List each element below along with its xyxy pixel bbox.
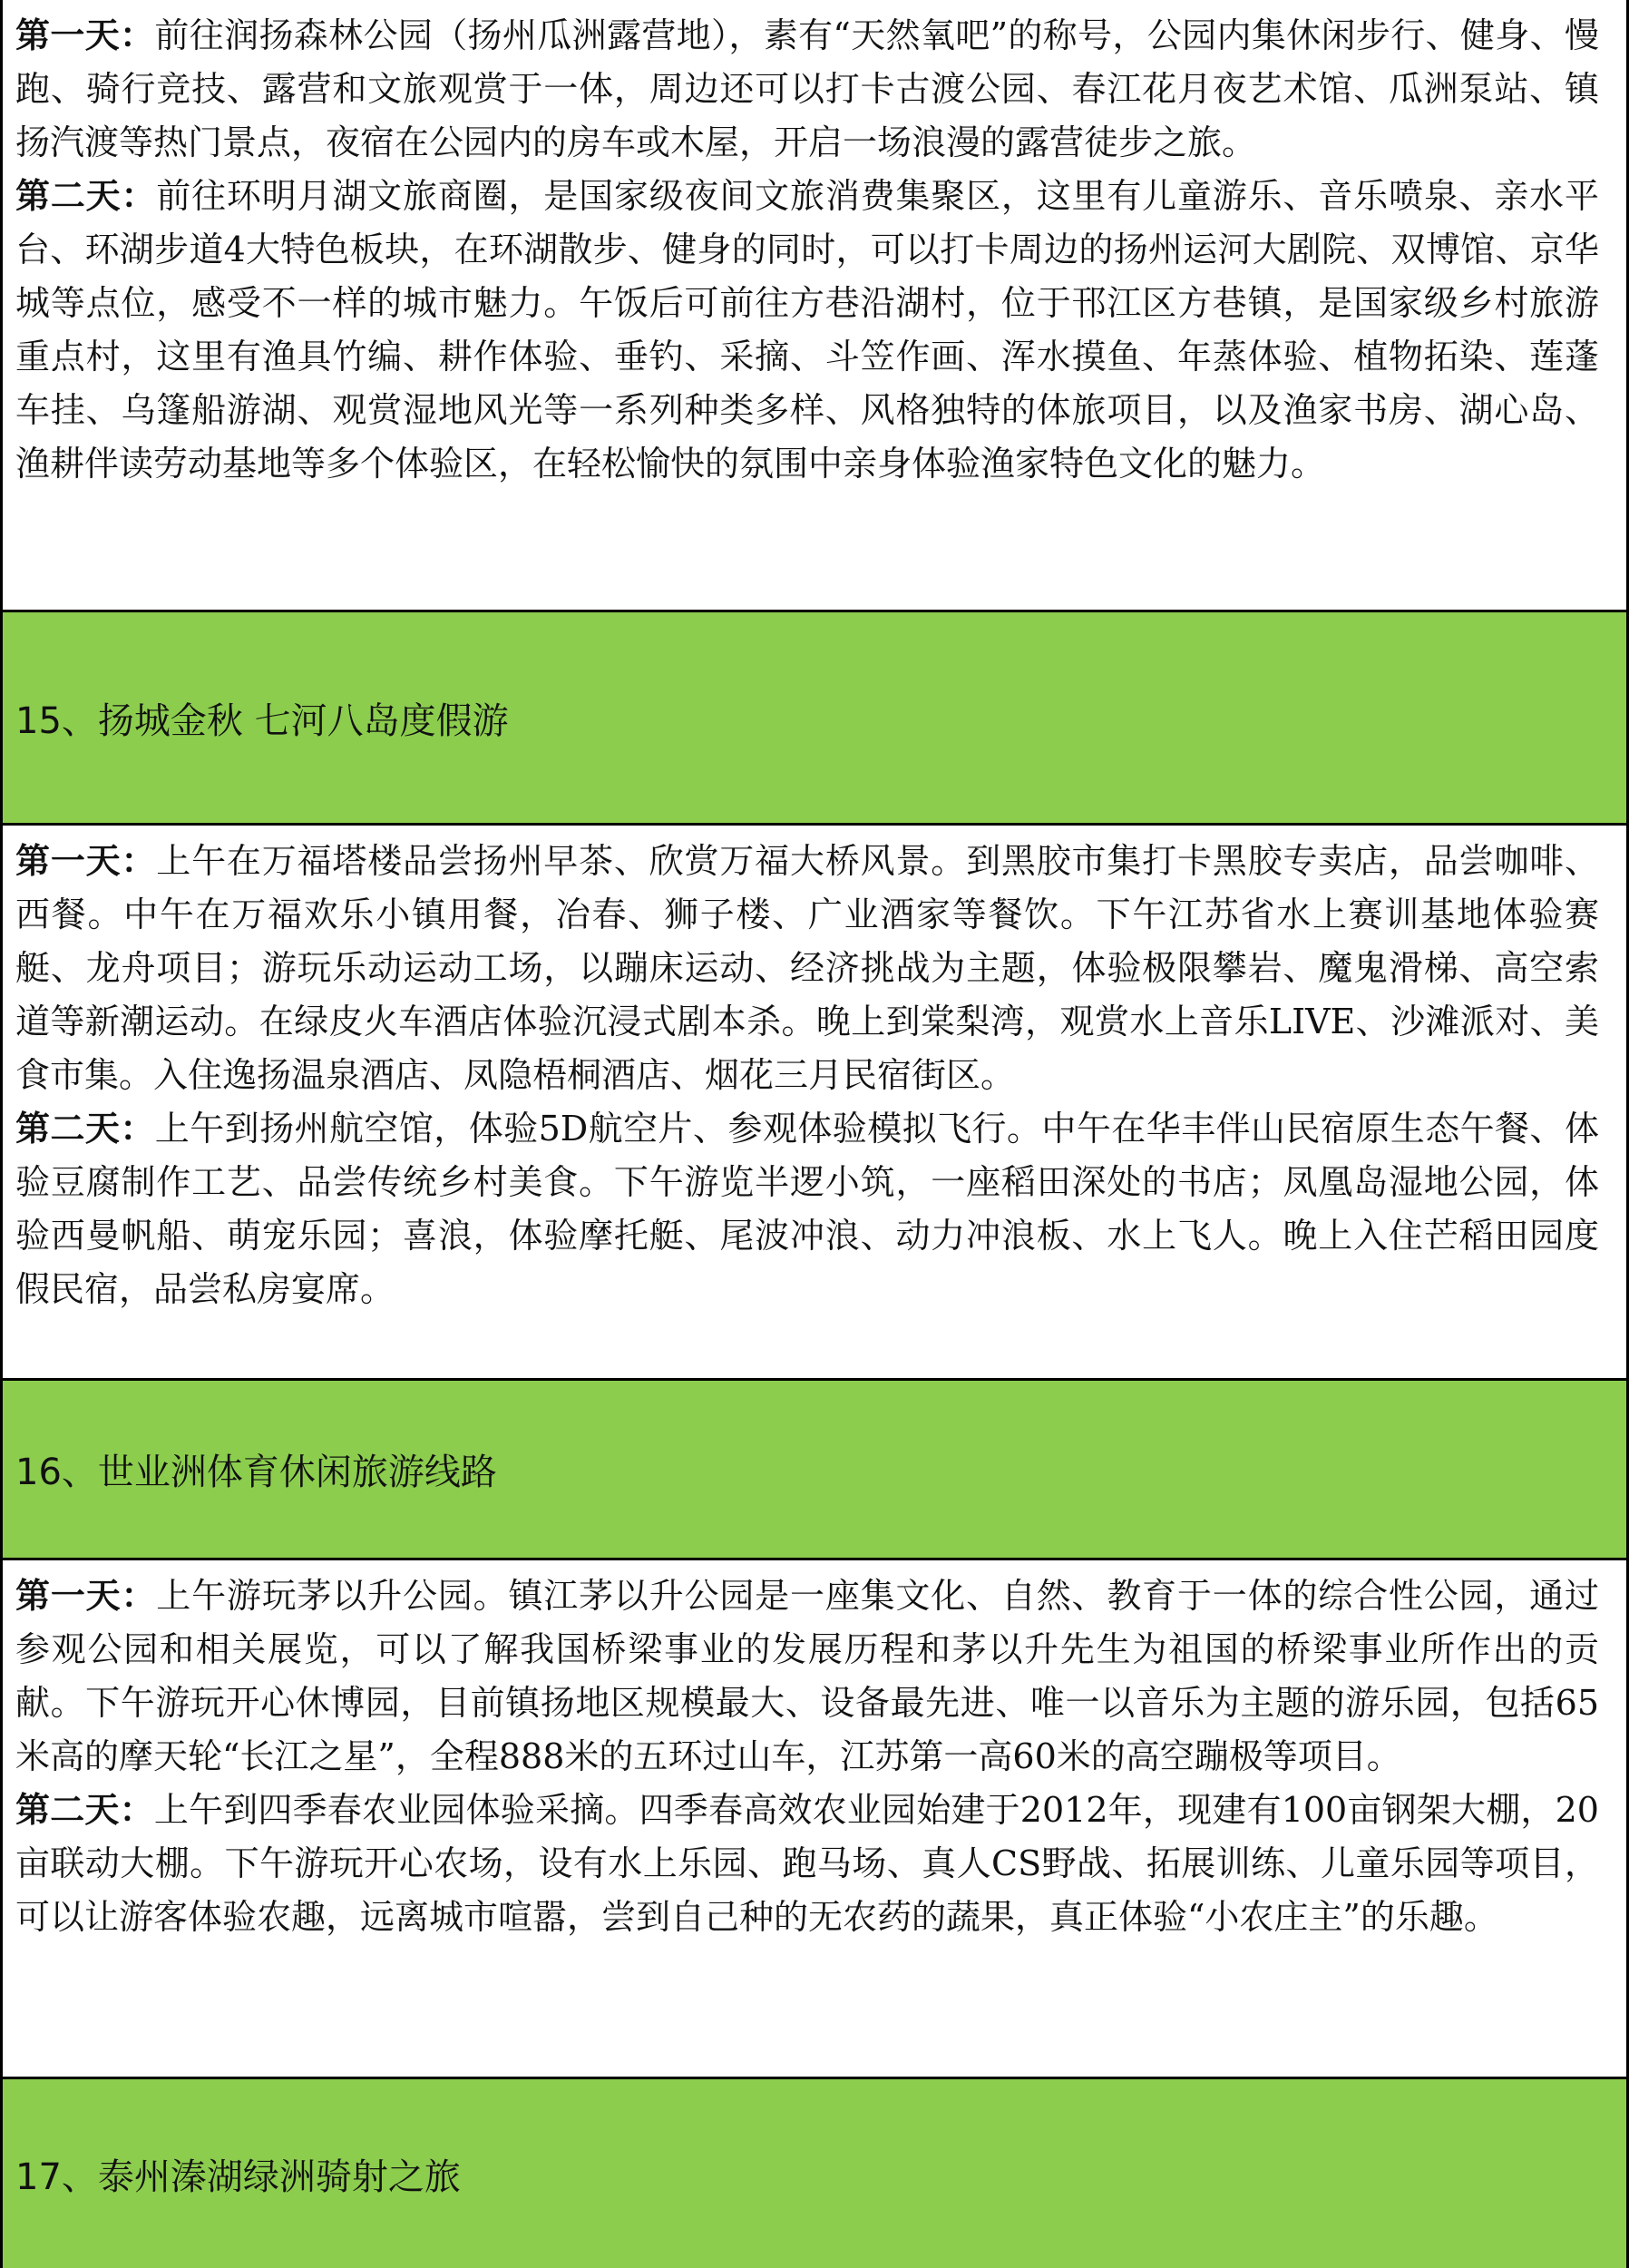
day-paragraph: [15, 1102, 1599, 1316]
day-text: 上午在万福塔楼品尝扬州早茶、欣赏万福大桥风景。到黑胶市集打卡黑胶专卖店，品尝咖啡、西餐。中午在万福欢乐小镇用餐，冶春、狮子楼、广业酒家等餐饮。下午江苏省水上赛训基地体验赛艇、龙舟项目；游玩乐动运动工场，以蹦床运动、经济挑战为主题，体验极限攀岩、魔鬼滑梯、高空索道等新潮运动。在绿皮火车酒店体验沉浸式剧本杀。晚上到棠梨湾，观赏水上音乐LIVE、沙滩派对、美食市集。入住逸扬温泉酒店、凤隐梧桐酒店、烟花三月民宿街区。: [15, 841, 1599, 1095]
route-title: 17、泰州溱湖绿洲骑射之旅: [15, 2156, 461, 2198]
day-label: 第二天：: [15, 1109, 155, 1149]
day-paragraph: [15, 9, 1599, 170]
day-paragraph: [15, 835, 1599, 1102]
day-text: 前往环明月湖文旅商圈，是国家级夜间文旅消费集聚区，这里有儿童游乐、音乐喷泉、亲水平台、环湖步道4大特色板块，在环湖散步、健身的同时，可以打卡周边的扬州运河大剧院、双博馆、京华城等点位，感受不一样的城市魅力。午饭后可前往方巷沿湖村，位于邗江区方巷镇，是国家级乡村旅游重点村，这里有渔具竹编、耕作体验、垂钓、采摘、斗笠作画、浑水摸鱼、年蒸体验、植物拓染、莲蓬车挂、乌篷船游湖、观赏湿地风光等一系列种类多样、风格独特的体旅项目，以及渔家书房、湖心岛、渔耕伴读劳动基地等多个体验区，在轻松愉快的氛围中亲身体验渔家特色文化的魅力。: [15, 176, 1599, 484]
itinerary-cell-15: [3, 826, 1626, 1381]
route-title: 15、扬城金秋 七河八岛度假游: [15, 699, 509, 742]
itinerary-cell-14: [3, 0, 1626, 612]
route-heading-16: [3, 1381, 1626, 1560]
day-text: 前往润扬森林公园（扬州瓜洲露营地），素有“天然氧吧”的称号，公园内集休闲步行、健身、慢跑、骑行竞技、露营和文旅观赏于一体，周边还可以打卡古渡公园、春江花月夜艺术馆、瓜洲泵站、镇扬汽渡等热门景点，夜宿在公园内的房车或木屋，开启一场浪漫的露营徒步之旅。: [15, 15, 1599, 162]
day-text: 上午游玩茅以升公园。镇江茅以升公园是一座集文化、自然、教育于一体的综合性公园，通过参观公园和相关展览，可以了解我国桥梁事业的发展历程和茅以升先生为祖国的桥梁事业所作出的贡献。下午游玩开心休博园，目前镇扬地区规模最大、设备最先进、唯一以音乐为主题的游乐园，包括65米高的摩天轮“长江之星”，全程888米的五环过山车，江苏第一高60米的高空蹦极等项目。: [15, 1576, 1599, 1776]
day-paragraph: [15, 1784, 1599, 1944]
day-label: 第一天：: [15, 1576, 157, 1616]
route-heading-17: [3, 2079, 1626, 2268]
day-label: 第二天：: [15, 176, 157, 216]
day-label: 第二天：: [15, 1790, 154, 1830]
itinerary-cell-16: [3, 1560, 1626, 2079]
route-heading-15: [3, 612, 1626, 826]
day-label: 第一天：: [15, 15, 155, 55]
route-title: 16、世业洲体育休闲旅游线路: [15, 1452, 497, 1493]
day-paragraph: [15, 1569, 1599, 1784]
day-text: 上午到扬州航空馆，体验5D航空片、参观体验模拟飞行。中午在华丰伴山民宿原生态午餐、体验豆腐制作工艺、品尝传统乡村美食。下午游览半逻小筑，一座稻田深处的书店；凤凰岛湿地公园，体验西曼帆船、萌宠乐园；喜浪，体验摩托艇、尾波冲浪、动力冲浪板、水上飞人。晚上入住芒稻田园度假民宿，品尝私房宴席。: [15, 1109, 1599, 1309]
day-text: 上午到四季春农业园体验采摘。四季春高效农业园始建于2012年，现建有100亩钢架大棚，20亩联动大棚。下午游玩开心农场，设有水上乐园、跑马场、真人CS野战、拓展训练、儿童乐园等项目，可以让游客体验农趣，远离城市喧嚣，尝到自己种的无农药的蔬果，真正体验“小农庄主”的乐趣。: [15, 1790, 1599, 1937]
day-label: 第一天：: [15, 841, 157, 881]
day-paragraph: [15, 170, 1599, 491]
